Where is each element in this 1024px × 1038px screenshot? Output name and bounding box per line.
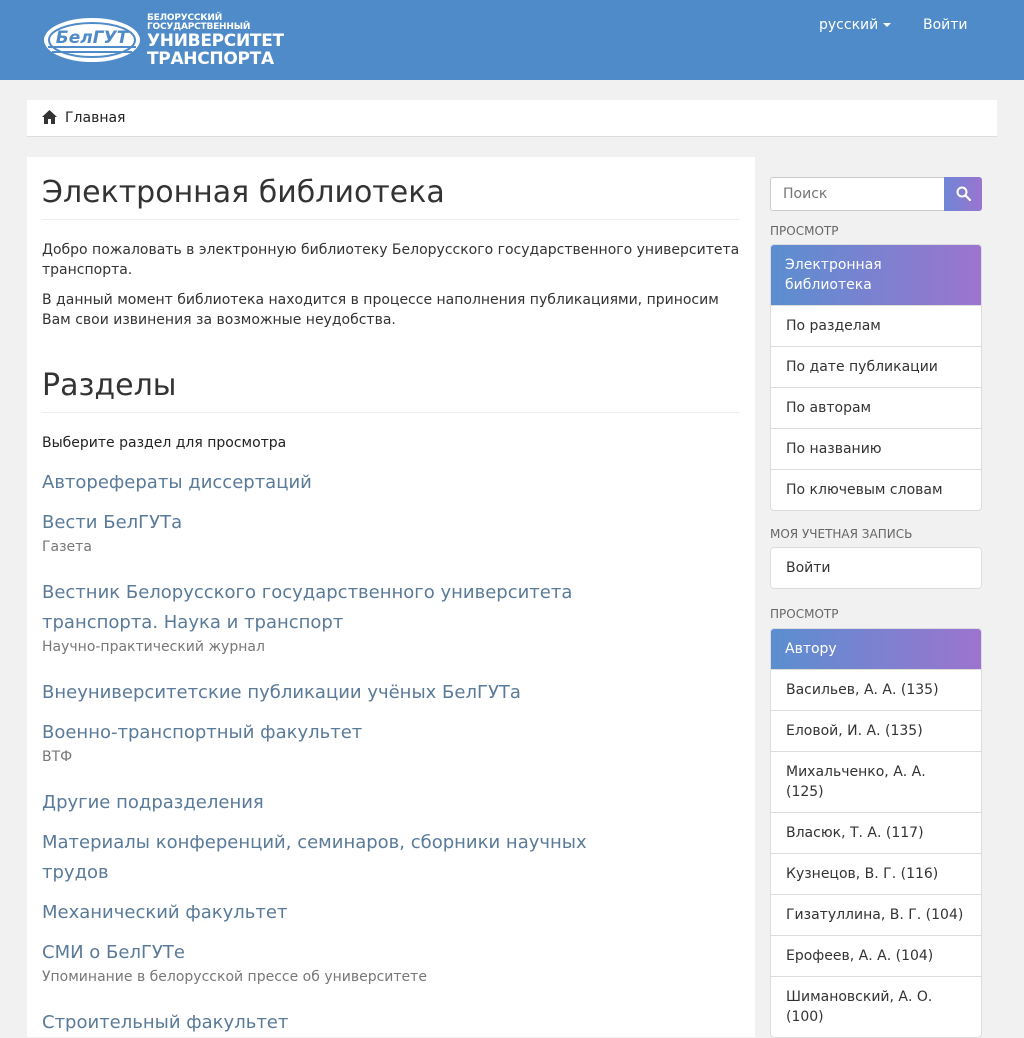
- community-link[interactable]: Материалы конференций, семинаров, сборники научных трудов: [42, 832, 587, 883]
- author-item[interactable]: Ерофеев, А. А. (104): [771, 935, 981, 976]
- community-item: [42, 898, 642, 928]
- logo-line-1: БЕЛОРУССКИЙ: [147, 13, 223, 23]
- sections-title: Разделы: [42, 368, 177, 403]
- community-item: [42, 1008, 642, 1038]
- community-description: Упоминание в белорусской прессе об университете: [42, 969, 427, 985]
- authors-list-header[interactable]: Автору: [771, 629, 981, 669]
- account-label: МОЯ УЧЕТНАЯ ЗАПИСЬ: [770, 527, 913, 541]
- author-item[interactable]: Васильев, А. А. (135): [771, 669, 981, 710]
- community-link[interactable]: Внеуниверситетские публикации учёных БелГУТа: [42, 682, 521, 703]
- breadcrumb: [27, 100, 997, 137]
- author-item[interactable]: Власюк, Т. А. (117): [771, 812, 981, 853]
- browse-by-date[interactable]: По дате публикации: [771, 346, 981, 387]
- divider: [42, 219, 740, 220]
- browse-by-community[interactable]: По разделам: [771, 305, 981, 346]
- authors-list: [770, 628, 982, 1038]
- browse-list: [770, 244, 982, 511]
- community-item: [42, 508, 642, 555]
- community-item: [42, 468, 642, 498]
- community-item: [42, 718, 642, 765]
- community-link[interactable]: Авторефераты диссертаций: [42, 472, 312, 493]
- author-item[interactable]: Шимановский, А. О. (100): [771, 976, 981, 1037]
- account-list: [770, 547, 982, 589]
- browse-list-header[interactable]: Электронная библиотека: [771, 245, 981, 305]
- logo-line-2: ГОСУДАРСТВЕННЫЙ: [147, 22, 251, 32]
- choose-section-text: Выберите раздел для просмотра: [42, 435, 287, 451]
- breadcrumb-home[interactable]: Главная: [65, 110, 126, 126]
- community-link[interactable]: СМИ о БелГУТе: [42, 942, 185, 963]
- browse-label: ПРОСМОТР: [770, 224, 839, 238]
- community-item: [42, 678, 642, 708]
- community-link[interactable]: Механический факультет: [42, 902, 288, 923]
- community-item: [42, 828, 612, 888]
- author-item[interactable]: Еловой, И. А. (135): [771, 710, 981, 751]
- logo-line-3: УНИВЕРСИТЕТ: [147, 31, 284, 51]
- intro-paragraph-2: В данный момент библиотека находится в процессе наполнения публикациями, приносим Вам свои извинения за возможные неудобства.: [42, 292, 719, 328]
- login-link[interactable]: Войти: [923, 17, 968, 33]
- main-content: [27, 157, 755, 1037]
- community-item: [42, 938, 642, 985]
- browse-by-title[interactable]: По названию: [771, 428, 981, 469]
- divider: [42, 412, 740, 413]
- author-item[interactable]: Кузнецов, В. Г. (116): [771, 853, 981, 894]
- community-item: [42, 788, 642, 818]
- search-button[interactable]: [944, 177, 982, 211]
- author-item[interactable]: Михальченко, А. А. (125): [771, 751, 981, 812]
- university-logo[interactable]: [42, 13, 284, 69]
- author-item[interactable]: Гизатуллина, В. Г. (104): [771, 894, 981, 935]
- logo-line-4: ТРАНСПОРТА: [147, 49, 274, 69]
- intro-paragraph-1: Добро пожаловать в электронную библиотеку Белорусского государственного университета транспорта.: [42, 242, 740, 278]
- language-label: русский: [819, 17, 879, 33]
- community-link[interactable]: Вестник Белорусского государственного университета транспорта. Наука и транспорт: [42, 582, 573, 633]
- language-dropdown[interactable]: [819, 17, 891, 33]
- site-header: [0, 0, 1024, 80]
- community-item: [42, 578, 602, 655]
- browse-by-author[interactable]: По авторам: [771, 387, 981, 428]
- search-input[interactable]: [770, 177, 945, 211]
- browse-by-subject[interactable]: По ключевым словам: [771, 469, 981, 510]
- logo-oval-text: БелГУТ: [55, 28, 129, 48]
- community-description: ВТФ: [42, 749, 73, 765]
- page-title: Электронная библиотека: [42, 175, 445, 210]
- community-link[interactable]: Военно-транспортный факультет: [42, 722, 363, 743]
- search-icon: [956, 186, 971, 201]
- community-link[interactable]: Другие подразделения: [42, 792, 264, 813]
- caret-down-icon: [883, 23, 891, 27]
- community-link[interactable]: Строительный факультет: [42, 1012, 289, 1033]
- logo-oval-icon: [42, 16, 142, 64]
- home-icon: [42, 110, 57, 124]
- community-link[interactable]: Вести БелГУТа: [42, 512, 183, 533]
- community-description: Газета: [42, 539, 92, 555]
- logo-wordmark: [147, 14, 284, 68]
- account-login[interactable]: Войти: [786, 560, 831, 576]
- browse-label-2: ПРОСМОТР: [770, 607, 839, 621]
- community-description: Научно-практический журнал: [42, 639, 265, 655]
